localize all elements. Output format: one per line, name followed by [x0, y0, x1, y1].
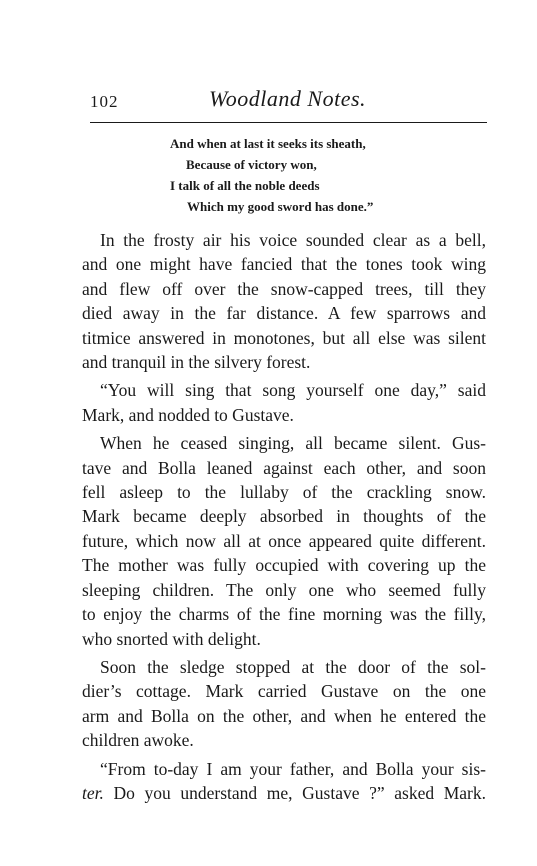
text-line: tave and Bolla leaned against each other, and soon	[82, 457, 486, 478]
text-line: died away in the far distance. A few sparrows and	[82, 303, 486, 324]
italic-fragment: ter.	[82, 782, 104, 803]
page-number: 102	[90, 92, 119, 111]
text-line: “From to-day I am your father, and Bolla your sis-	[100, 758, 486, 779]
text-line: “You will sing that song yourself one day,” said	[100, 380, 486, 401]
header-rule	[90, 122, 487, 123]
text-line: arm and Bolla on the other, and when he entered the	[82, 705, 486, 726]
text-line: Mark, and nodded to Gustave.	[82, 404, 294, 425]
paragraph	[82, 757, 486, 806]
verse-line: And when at last it seeks its sheath,	[170, 136, 366, 151]
text-line: and tranquil in the silvery forest.	[82, 352, 311, 373]
text-line: and one might have fancied that the tones took wing	[82, 254, 486, 275]
text-line: The mother was fully occupied with covering up the	[82, 555, 486, 576]
text-line: fell asleep to the lullaby of the crackling snow.	[82, 482, 486, 503]
text-line: dier’s cottage. Mark carried Gustave on the one	[82, 681, 486, 702]
paragraph	[82, 378, 486, 427]
verse-line: Because of victory won,	[186, 157, 317, 172]
text-line: to enjoy the charms of the fine morning was the filly,	[82, 604, 486, 625]
text-line: Soon the sledge stopped at the door of the sol-	[100, 656, 486, 677]
verse-line: I talk of all the noble deeds	[170, 178, 320, 193]
text-line	[82, 781, 486, 805]
paragraph	[82, 228, 486, 374]
verse-block	[170, 133, 470, 217]
text-line: and flew off over the snow-capped trees, till they	[82, 278, 486, 299]
text-line: titmice answered in monotones, but all else was silent	[82, 327, 486, 348]
text-line: In the frosty air his voice sounded clear as a bell,	[100, 230, 486, 250]
text-line: Mark became deeply absorbed in thoughts of the	[82, 506, 486, 527]
body-text	[82, 228, 486, 809]
text-fragment: Do you understand me, Gustave ?” asked Mark.	[103, 782, 486, 803]
text-line: sleeping children. The only one who seemed fully	[82, 579, 486, 600]
paragraph	[82, 655, 486, 753]
text-line: children awoke.	[82, 730, 194, 751]
running-title: Woodland Notes.	[208, 86, 367, 111]
running-head	[90, 82, 485, 120]
verse-line: Which my good sword has done.”	[187, 199, 374, 214]
text-line: future, which now all at once appeared quite different.	[82, 530, 486, 551]
paragraph	[82, 431, 486, 651]
text-line: who snorted with delight.	[82, 628, 261, 649]
text-line: When he ceased singing, all became silent. Gus-	[100, 433, 486, 454]
